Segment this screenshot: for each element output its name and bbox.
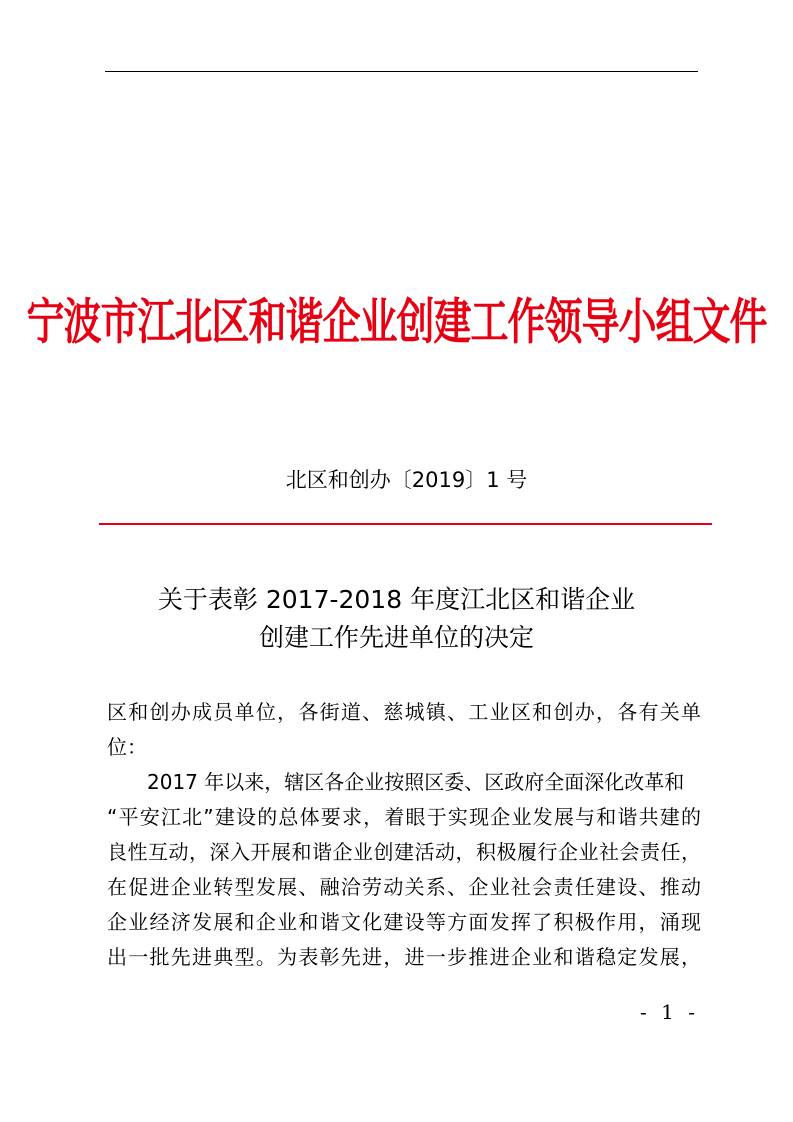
issuer-header: 宁波市江北区和谐企业创建工作领导小组文件 (26, 292, 767, 351)
title-line-1: 关于表彰 2017-2018 年度江北区和谐企业 (157, 585, 636, 614)
red-separator-rule (99, 523, 712, 525)
body-line-3: 2017 年以来，辖区各企业按照区委、区政府全面深化改革和 (147, 770, 685, 794)
top-rule (105, 71, 698, 72)
body-line-2: 位： (107, 735, 147, 759)
body-line-5: 良性互动，深入开展和谐企业创建活动，积极履行企业社会责任， (107, 840, 701, 864)
document-body (107, 695, 701, 975)
body-line-1: 区和创办成员单位，各街道、慈城镇、工业区和创办，各有关单 (107, 700, 701, 724)
document-number: 北区和创办〔2019〕1 号 (285, 468, 528, 492)
body-line-4: “平安江北”建设的总体要求，着眼于实现企业发展与和谐共建的 (107, 805, 701, 829)
body-line-6: 在促进企业转型发展、融洽劳动关系、企业社会责任建设、推动 (107, 875, 701, 899)
document-title (0, 581, 793, 657)
body-line-8: 出一批先进典型。为表彰先进，进一步推进企业和谐稳定发展， (107, 945, 701, 969)
body-line-7: 企业经济发展和企业和谐文化建设等方面发挥了积极作用，涌现 (107, 910, 701, 934)
page-number: - 1 - (640, 1000, 699, 1024)
title-line-2: 创建工作先进单位的决定 (258, 623, 534, 652)
